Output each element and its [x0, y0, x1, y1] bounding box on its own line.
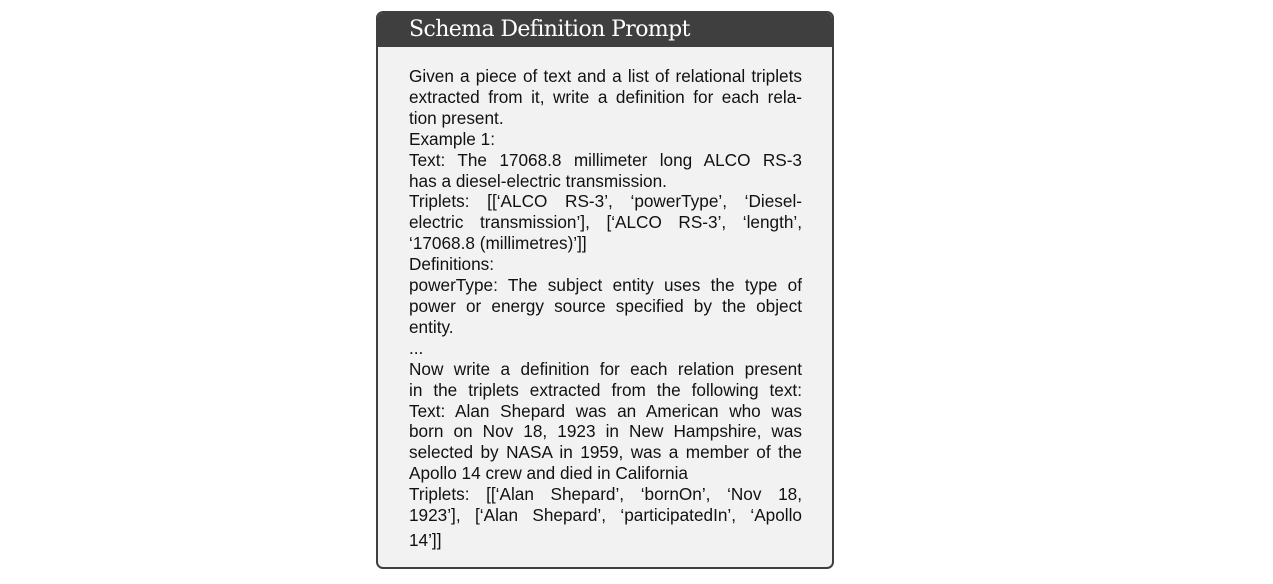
text-line: in the triplets extracted from the following text: — [409, 379, 802, 400]
text-line: Text: Alan Shepard was an American who was — [409, 400, 802, 421]
text-line: Triplets: [[‘ALCO RS-3’, ‘powerType’, ‘Diesel- — [409, 191, 802, 212]
text-line: entity. — [409, 316, 454, 337]
text-line: Definitions: — [409, 254, 495, 275]
text-line: born on Nov 18, 1923 in New Hampshire, was — [409, 421, 802, 442]
text-line: Given a piece of text and a list of relational triplets — [409, 66, 802, 86]
text-line: Text: The 17068.8 millimeter long ALCO RS-3 — [409, 149, 802, 170]
text-line: selected by NASA in 1959, was a member of the — [409, 442, 802, 463]
text-line: tion present. — [409, 107, 504, 128]
panel-title: Schema Definition Prompt — [378, 13, 832, 47]
text-line: ‘17068.8 (millimetres)’]] — [409, 233, 587, 254]
text-line: powerType: The subject entity uses the type of — [409, 275, 802, 296]
text-line: extracted from it, write a definition for each rela- — [409, 86, 802, 107]
text-line: Apollo 14 crew and died in California — [409, 463, 688, 484]
prompt-text — [409, 66, 802, 551]
text-line: 1923’], [‘Alan Shepard’, ‘participatedIn’, ‘Apollo — [409, 505, 802, 526]
text-line: electric transmission’], [‘ALCO RS-3’, ‘length’, — [409, 212, 802, 233]
text-line: ... — [409, 337, 424, 358]
text-line: power or energy source specified by the object — [409, 295, 802, 316]
text-line: 14’]] — [409, 529, 442, 550]
prompt-panel — [376, 11, 834, 569]
text-line: Now write a definition for each relation present — [409, 358, 802, 379]
text-line: Example 1: — [409, 128, 495, 149]
text-line: has a diesel-electric transmission. — [409, 170, 667, 191]
text-line: Triplets: [[‘Alan Shepard’, ‘bornOn’, ‘Nov 18, — [409, 484, 802, 505]
